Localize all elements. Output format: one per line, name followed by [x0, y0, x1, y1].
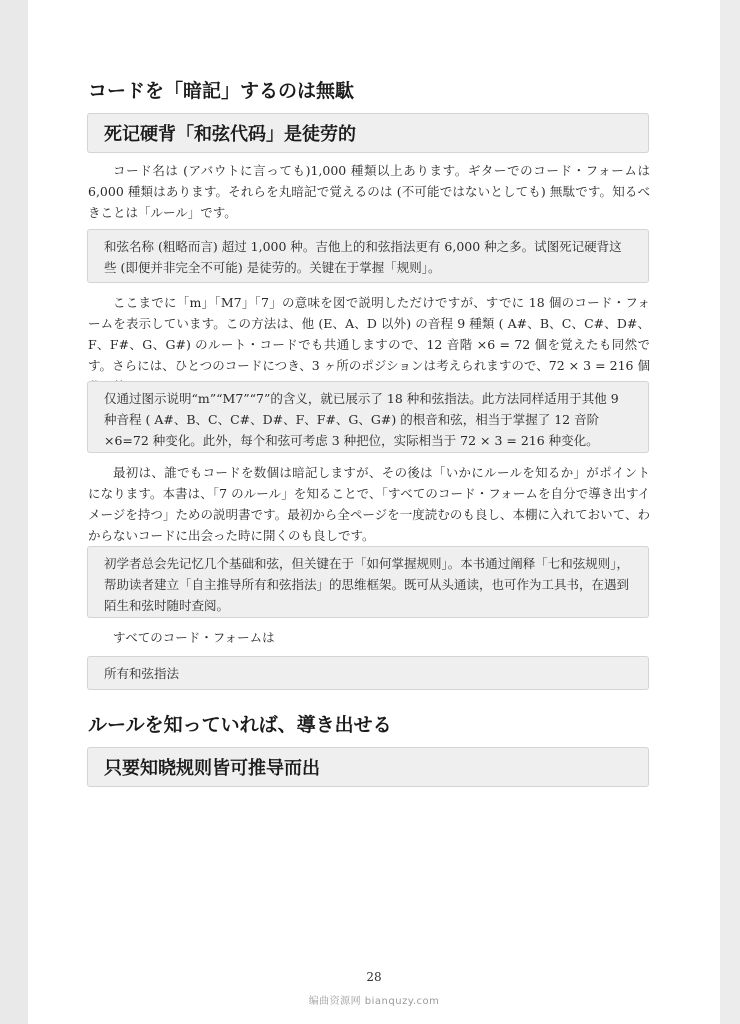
paragraph-ja-3: 最初は、誰でもコードを数個は暗記しますが、その後は「いかにルールを知るか」がポイントになります。本書は、「7 のルール」を知ることで、「すべてのコード・フォームを自分で導き出すイメージを持つ」ための説明書です。最初から全ページを一度読むのも良し、本棚に入れておいて、わからないコードに出会った時に開くのも良しです。: [88, 465, 650, 543]
paragraph-zh-4: 所有和弦指法: [87, 656, 649, 690]
section2-heading-zh: 只要知晓规则皆可推导而出: [87, 747, 649, 787]
paragraph-ja-2: ここまでに「m」「M7」「7」の意味を図で説明しただけですが、すでに 18 個のコード・フォームを表示しています。この方法は、他 (E、A、D 以外) の音程 9 種類 ( A#、B、C、C#、D#、F、F#、G、G#) のルート・コードでも共通しますので、12 音階 ×6 = 72 個を覚えたも同然です。さらには、ひとつのコードにつき、3 ヶ所のポジションは考えられますので、72 × 3 = 216 個: [88, 295, 650, 373]
page-number: 28: [366, 970, 382, 984]
paragraph-zh-2: 仅通过图示说明“m”“M7”“7”的含义，就已展示了 18 种和弦指法。此方法同样适用于其他 9 种音程 ( A#、B、C、C#、D#、F、F#、G、G#) 的根音和弦，相当于掌握了 12 音阶 ×6=72 种变化。此外，每个和弦可考虑 3 种把位，实际相当于 72 × 3 = 216 种变化。: [87, 381, 649, 453]
section-heading-zh: 死记硬背「和弦代码」是徒劳的: [87, 113, 649, 153]
document-page: [28, 0, 720, 1024]
paragraph-zh-1: 和弦名称 (粗略而言) 超过 1,000 种。吉他上的和弦指法更有 6,000 种之多。试图死记硬背这些 (即便并非完全不可能) 是徒劳的。关键在于掌握「规则」。: [87, 229, 649, 283]
section-heading-ja: コードを「暗記」するのは無駄: [88, 80, 355, 102]
paragraph-ja-1: コード名は (アバウトに言っても)1,000 種類以上あります。ギターでのコード・フォームは 6,000 種類はあります。それらを丸暗記で覚えるのは (不可能ではないとしても) 無駄です。知るべきことは「ルール」です。: [88, 163, 650, 220]
section2-heading-ja: ルールを知っていれば、導き出せる: [88, 714, 392, 736]
scrollbar[interactable]: [720, 0, 740, 1024]
paragraph-zh-3: 初学者总会先记忆几个基础和弦，但关键在于「如何掌握规则」。本书通过阐释「七和弦规则」，帮助读者建立「自主推导所有和弦指法」的思维框架。既可从头通读，也可作为工具书，在遇到陌生和弦时随时查阅。: [87, 546, 649, 618]
paragraph-ja-4: すべてのコード・フォームは: [113, 630, 275, 645]
watermark: 编曲资源网 bianquzy.com: [308, 996, 440, 1007]
